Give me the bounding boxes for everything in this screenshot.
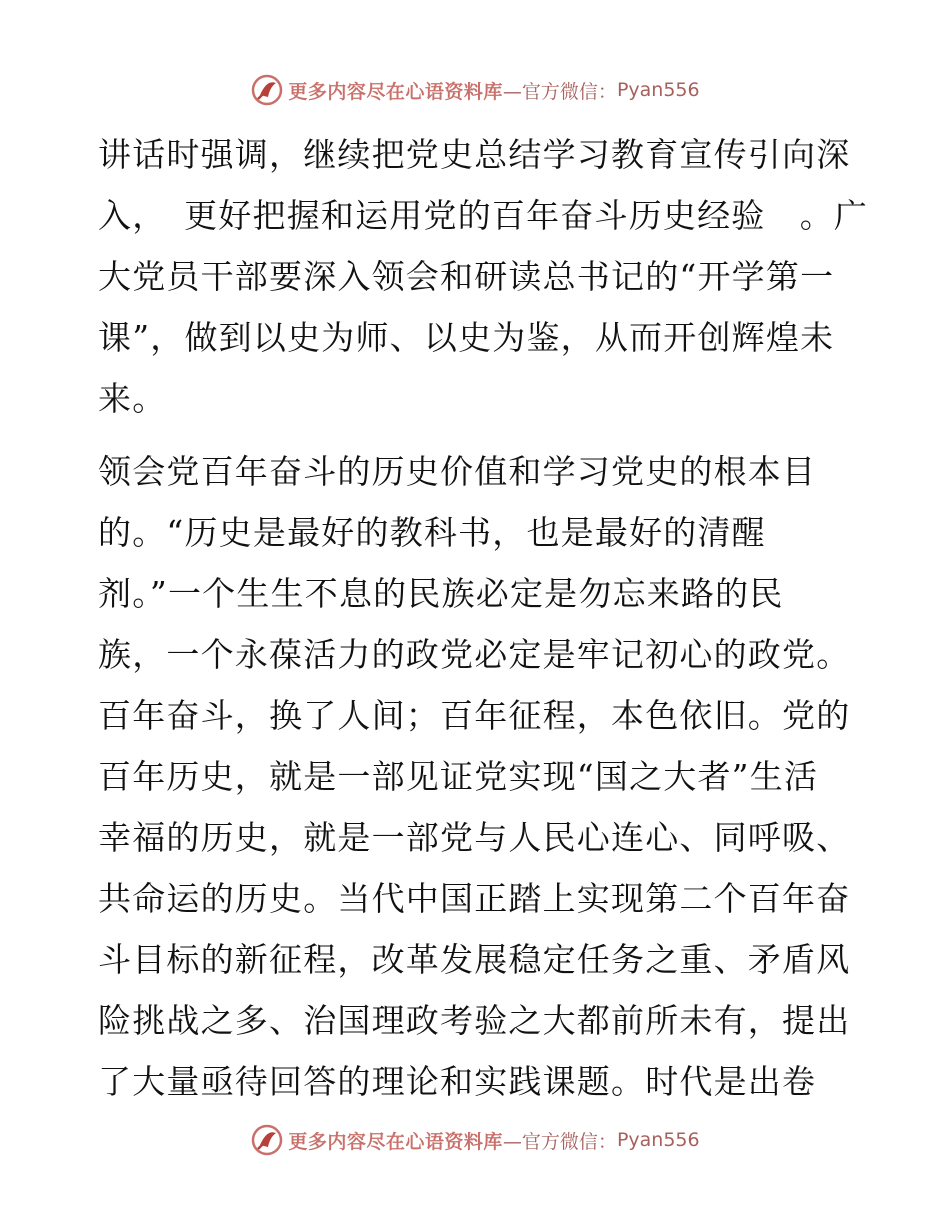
text-line: 课”，做到以史为师、以史为鉴，从而开创辉煌未 <box>98 318 835 357</box>
text-line: 剂。”一个生生不息的民族必定是勿忘来路的民 <box>98 574 784 613</box>
paragraph <box>98 441 858 1112</box>
banner-site-text: 更多内容尽在心语资料库 <box>288 80 503 103</box>
banner-site-text: 更多内容尽在心语资料库 <box>288 1130 503 1153</box>
text-line: 共命运的历史。当代中国正踏上实现第二个百年奋 <box>98 879 851 918</box>
document-body <box>98 124 869 1112</box>
banner-wechat-id: Pyan556 <box>616 1129 700 1151</box>
text-line: 的。“历史是最好的教科书，也是最好的清醒 <box>98 513 766 552</box>
banner-wechat-label: —官方微信： <box>502 1130 617 1153</box>
banner-wechat-id: Pyan556 <box>616 79 700 101</box>
text-line: 领会党百年奋斗的历史价值和学习党史的根本目 <box>98 452 817 491</box>
text-line: 幸福的历史，就是一部党与人民心连心、同呼吸、 <box>98 818 851 857</box>
text-line: 百年历史，就是一部见证党实现“国之大者”生活 <box>98 757 819 796</box>
footer-banner <box>0 1120 950 1160</box>
text-line: 斗目标的新征程，改革发展稳定任务之重、矛盾风 <box>98 940 851 979</box>
text-line: 了大量亟待回答的理论和实践课题。时代是出卷 <box>98 1062 817 1101</box>
text-line: 大党员干部要深入领会和研读总书记的“开学第一 <box>98 257 835 296</box>
text-line: 险挑战之多、治国理政考验之大都前所未有，提出 <box>98 1001 851 1040</box>
banner-wechat-label: —官方微信： <box>502 80 617 103</box>
text-line: 来。 <box>98 379 167 418</box>
text-line: 族，一个永葆活力的政党必定是牢记初心的政党。 <box>98 635 851 674</box>
logo-icon <box>250 1123 284 1157</box>
logo-icon <box>250 73 284 107</box>
text-line: 讲话时强调，继续把党史总结学习教育宣传引向深 <box>98 135 851 174</box>
text-line: 入， 更好把握和运用党的百年奋斗历史经验 。广 <box>98 196 869 235</box>
paragraph <box>98 124 869 429</box>
text-line: 百年奋斗，换了人间；百年征程，本色依旧。党的 <box>98 696 851 735</box>
header-banner <box>0 70 950 110</box>
